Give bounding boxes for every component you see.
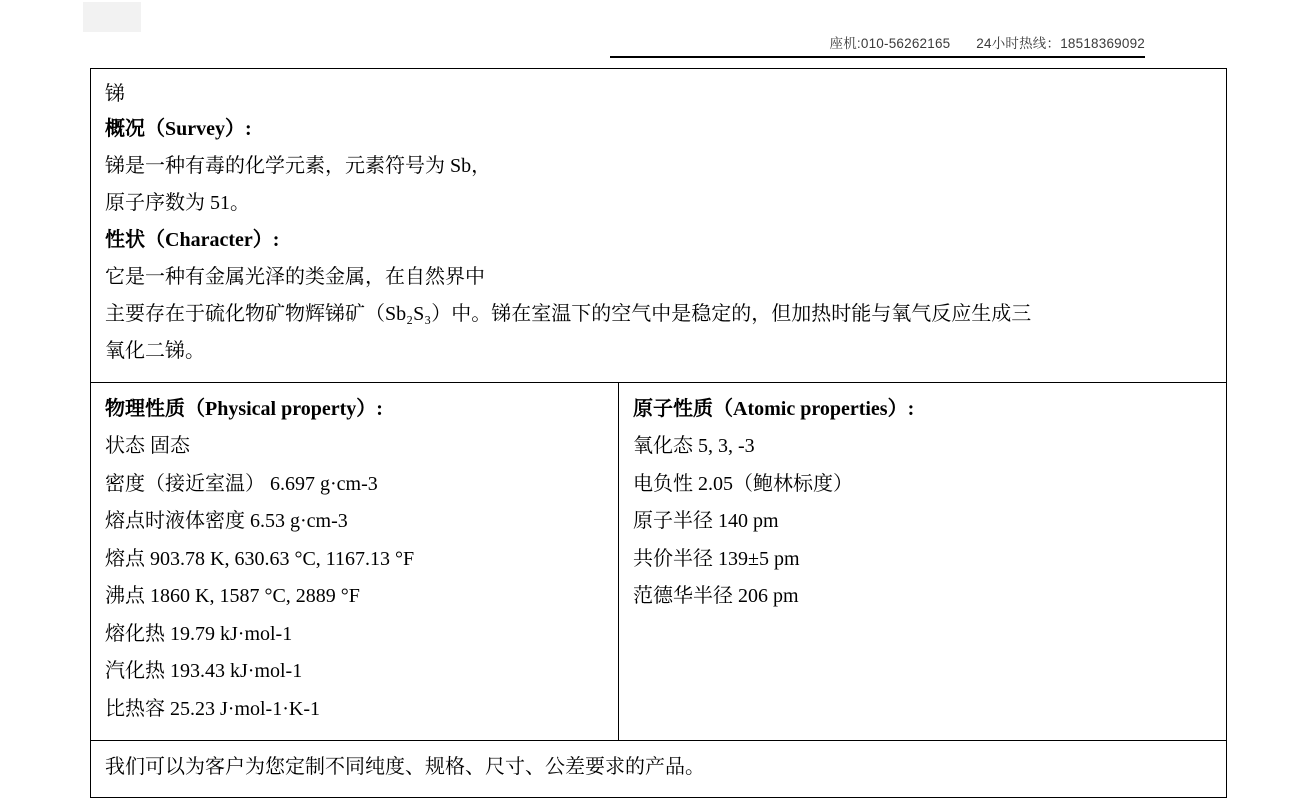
character-heading: 性状（Character）: [105,229,280,251]
atomic-properties-cell [619,383,1226,740]
survey-line: 锑是一种有毒的化学元素，元素符号为 Sb， [105,155,492,177]
character-line: 主要存在于硫化物矿物辉锑矿（Sb₂S₃）中。锑在室温下的空气中是稳定的，但加热时能与氧气反应生成三 [105,303,1032,325]
hotline-label: 24小时热线：18518369092 [976,36,1145,51]
survey-line: 原子序数为 51。 [105,192,250,214]
physical-row: 汽化热 193.43 kJ·mol-1 [105,660,303,682]
contact-info [830,32,1145,52]
atomic-row: 氧化态 5, 3, -3 [633,435,755,457]
physical-row: 熔点 903.78 K, 630.63 °C, 1167.13 °F [105,547,415,570]
table-row [91,69,1226,383]
header-divider [610,56,1145,58]
table-row [91,383,1226,741]
physical-heading: 物理性质（Physical property）: [105,398,383,420]
physical-row: 密度（接近室温） 6.697 g·cm-3 [105,472,378,495]
physical-row: 沸点 1860 K, 1587 °C, 2889 °F [105,585,360,607]
table-row [91,741,1226,797]
physical-row: 熔化热 19.79 kJ·mol-1 [105,622,293,645]
atomic-row: 共价半径 139±5 pm [633,547,800,570]
element-info-table [90,68,1227,798]
atomic-row: 原子半径 140 pm [633,510,779,532]
atomic-row: 范德华半径 206 pm [633,585,799,607]
atomic-row: 电负性 2.05（鲍林标度） [633,472,853,495]
survey-heading: 概况（Survey）: [105,118,252,140]
character-line: 氧化二锑。 [105,340,205,362]
physical-properties-cell [91,383,619,740]
element-title: 锑 [105,83,125,105]
overview-cell [91,69,1226,382]
phone-label: 座机:010-56262165 [829,36,951,51]
physical-row: 比热容 25.23 J·mol-1·K-1 [105,697,320,720]
physical-row: 熔点时液体密度 6.53 g·cm-3 [105,510,348,532]
footer-cell [91,741,1226,797]
atomic-heading: 原子性质（Atomic properties）: [633,398,915,420]
character-line: 它是一种有金属光泽的类金属，在自然界中 [105,266,485,288]
physical-row: 状态 固态 [105,435,190,457]
custom-order-note: 我们可以为客户为您定制不同纯度、规格、尺寸、公差要求的产品。 [105,756,705,778]
company-logo [83,2,141,32]
page-header [0,0,1300,58]
